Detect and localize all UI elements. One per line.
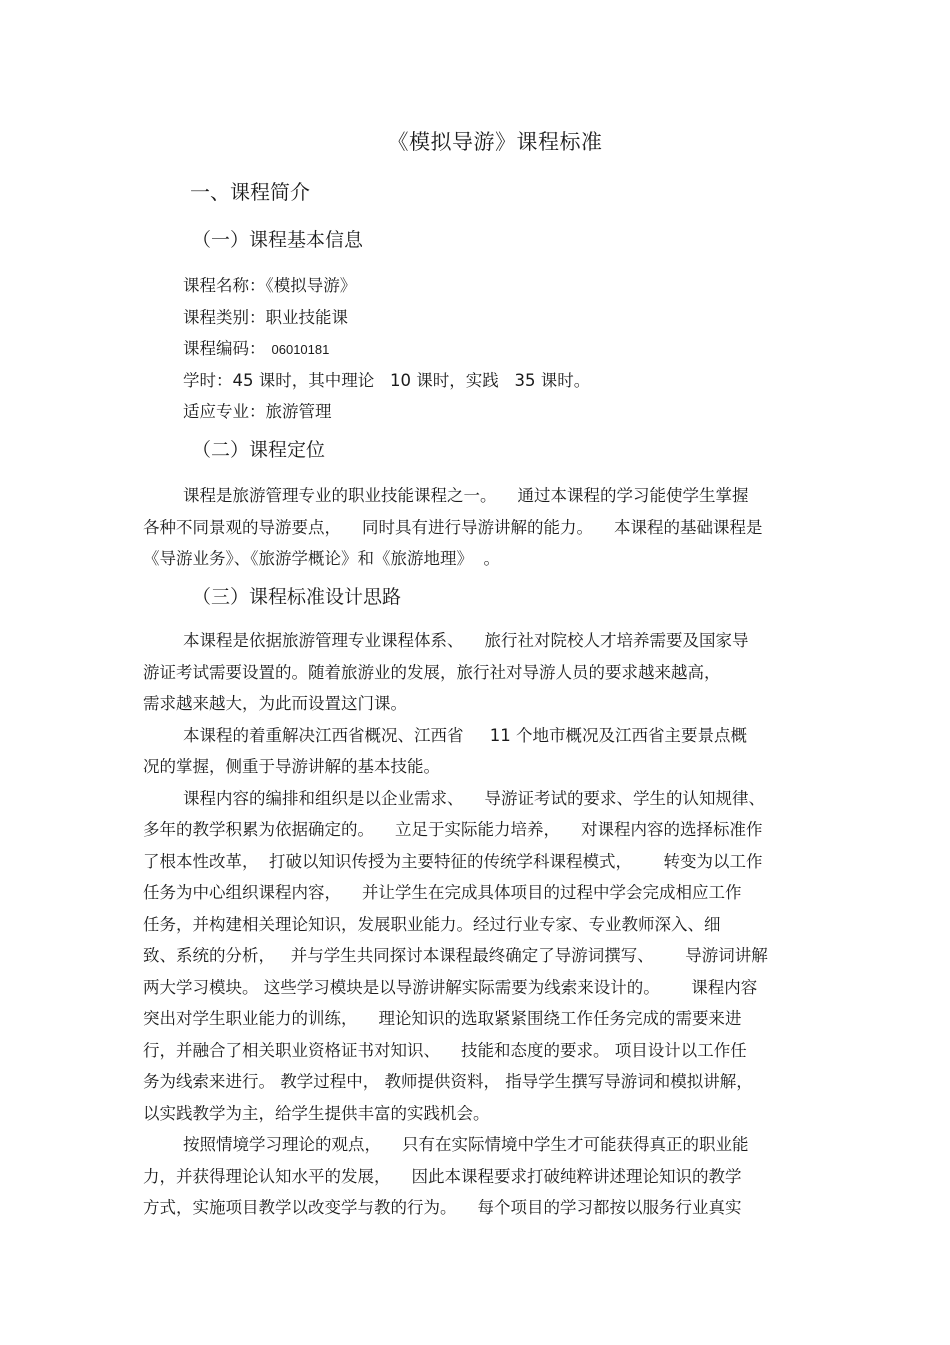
info-label: 课程类别： xyxy=(183,307,266,327)
text-line: 突出对学生职业能力的训练， 理论知识的选取紧紧围绕工作任务完成的需要来进 xyxy=(143,1009,742,1028)
text-line: 本课程是依据旅游管理专业课程体系、 旅行社对院校人才培养需要及国家导 xyxy=(183,631,749,650)
info-row-applicable-major xyxy=(183,396,590,428)
info-label: 课程编码： xyxy=(183,339,266,358)
section-heading-course-intro: 一、课程简介 xyxy=(190,180,310,204)
info-label: 学时： xyxy=(183,370,233,390)
positioning-paragraph xyxy=(143,480,803,575)
text-line: 方式，实施项目教学以改变学与教的行为。 每个项目的学习都按以服务行业真实 xyxy=(143,1198,742,1217)
text-line: 况的掌握，侧重于导游讲解的基本技能。 xyxy=(143,757,440,776)
document-title: 《模拟导游》课程标准 xyxy=(387,130,603,154)
info-row-course-category xyxy=(183,302,590,334)
info-value: 职业技能课 xyxy=(265,307,348,327)
text-line: 按照情境学习理论的观点， 只有在实际情境中学生才可能获得真正的职业能 xyxy=(183,1135,749,1154)
text-line: 力，并获得理论认知水平的发展， 因此本课程要求打破纯粹讲述理论知识的教学 xyxy=(143,1166,742,1186)
info-row-course-hours xyxy=(183,365,590,397)
info-row-course-code xyxy=(183,333,590,365)
info-value: 45 课时，其中理论 10 课时，实践 35 课时。 xyxy=(232,370,591,390)
info-value: 旅游管理 xyxy=(265,402,332,421)
info-label: 适应专业： xyxy=(183,402,266,421)
text-line: 《导游业务》、《旅游学概论》和《旅游地理》 。 xyxy=(143,549,500,568)
design-approach-paragraphs xyxy=(143,625,803,1224)
text-line: 任务为中心组织课程内容， 并让学生在完成具体项目的过程中学会完成相应工作 xyxy=(143,883,742,902)
subsection-heading-design-approach: （三）课程标准设计思路 xyxy=(192,586,402,608)
text-line: 任务，并构建相关理论知识，发展职业能力。经过行业专家、专业教师深入、细 xyxy=(143,914,721,934)
info-label: 课程名称： xyxy=(183,276,266,295)
info-value: 《模拟导游》 xyxy=(265,276,357,295)
subsection-heading-positioning: （二）课程定位 xyxy=(192,439,326,461)
text-line: 本课程的着重解决江西省概况、江西省 11 个地市概况及江西省主要景点概 xyxy=(183,725,747,745)
text-line: 务为线索来进行。 教学过程中， 教师提供资料， 指导学生撰写导游词和模拟讲解， xyxy=(143,1072,753,1091)
text-line: 两大学习模块。 这些学习模块是以导游讲解实际需要为线索来设计的。 课程内容 xyxy=(143,977,758,997)
text-line: 需求越来越大，为此而设置这门课。 xyxy=(143,694,407,713)
info-value: 06010181 xyxy=(271,342,330,357)
text-line: 游证考试需要设置的。随着旅游业的发展，旅行社对导游人员的要求越来越高， xyxy=(143,662,721,682)
text-line: 各种不同景观的导游要点， 同时具有进行导游讲解的能力。 本课程的基础课程是 xyxy=(143,517,763,537)
text-line: 行，并融合了相关职业资格证书对知识、 技能和态度的要求。 项目设计以工作任 xyxy=(143,1040,747,1060)
text-line: 课程内容的编排和组织是以企业需求、 导游证考试的要求、学生的认知规律、 xyxy=(183,788,765,808)
text-line: 致、系统的分析， 并与学生共同探讨本课程最终确定了导游词撰写、 导游词讲解 xyxy=(143,946,768,965)
text-line: 多年的教学积累为依据确定的。 立足于实际能力培养， 对课程内容的选择标准作 xyxy=(143,820,763,839)
subsection-heading-basic-info: （一）课程基本信息 xyxy=(192,229,364,251)
text-line: 课程是旅游管理专业的职业技能课程之一。 通过本课程的学习能使学生掌握 xyxy=(183,486,749,505)
text-line: 了根本性改革， 打破以知识传授为主要特征的传统学科课程模式， 转变为以工作 xyxy=(143,851,763,871)
course-info-list xyxy=(183,270,590,428)
text-line: 以实践教学为主，给学生提供丰富的实践机会。 xyxy=(143,1103,490,1123)
info-row-course-name xyxy=(183,270,590,302)
